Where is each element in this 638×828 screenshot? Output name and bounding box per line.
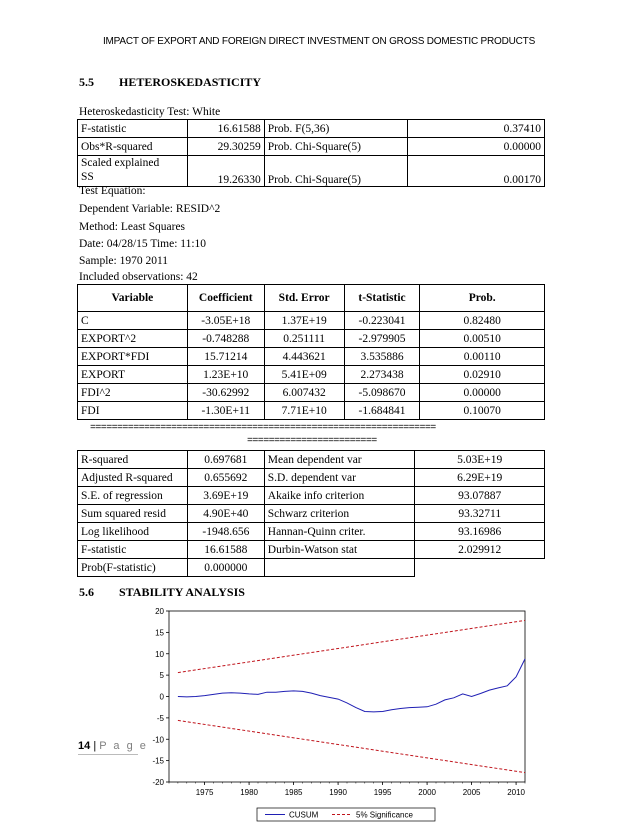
cell: Hannan-Quinn criter. — [264, 523, 415, 541]
cell: Schwarz criterion — [264, 505, 415, 523]
cell: C — [78, 312, 188, 330]
cusum-chart — [147, 605, 535, 823]
cell: -3.05E+18 — [187, 312, 264, 330]
cell: S.D. dependent var — [264, 469, 415, 487]
table-row — [78, 384, 545, 402]
cell: Sum squared resid — [78, 505, 188, 523]
cell: 29.30259 — [187, 138, 264, 156]
y-tick-label: -15 — [152, 756, 164, 766]
cell: 0.02910 — [420, 366, 545, 384]
cell: 0.655692 — [187, 469, 264, 487]
significance-bound-line — [178, 620, 525, 672]
cell: Prob(F-statistic) — [78, 559, 188, 577]
separator-line: ======================== — [247, 436, 377, 447]
cell: 5.03E+19 — [415, 451, 545, 469]
cell: -0.748288 — [187, 330, 264, 348]
x-tick-label: 2005 — [462, 788, 481, 797]
x-tick-label: 1975 — [195, 788, 214, 797]
cell: 3.535886 — [344, 348, 420, 366]
cell: EXPORT — [78, 366, 188, 384]
cell: 0.000000 — [187, 559, 264, 577]
cell: 4.90E+40 — [187, 505, 264, 523]
column-header: t-Statistic — [344, 285, 420, 312]
cell: 0.82480 — [420, 312, 545, 330]
x-tick-label: 1985 — [284, 788, 303, 797]
page-number: 14 — [78, 740, 91, 752]
cell: Log likelihood — [78, 523, 188, 541]
cell: -0.223041 — [344, 312, 420, 330]
cell: 0.00110 — [420, 348, 545, 366]
y-tick-label: 10 — [155, 649, 164, 659]
cell: 93.07887 — [415, 487, 545, 505]
x-tick-label: 2000 — [418, 788, 436, 797]
cell: Prob. Chi-Square(5) — [264, 156, 408, 187]
cell: S.E. of regression — [78, 487, 188, 505]
table-row — [78, 469, 545, 487]
cell: Akaike info criterion — [264, 487, 415, 505]
cusum-chart-svg — [147, 605, 535, 823]
y-tick-label: 0 — [159, 692, 164, 702]
section-title: STABILITY ANALYSIS — [119, 585, 245, 599]
cell: 3.69E+19 — [187, 487, 264, 505]
table-row — [78, 487, 545, 505]
cell-line: Scaled explained — [81, 157, 160, 169]
cell: R-squared — [78, 451, 188, 469]
table-header-row — [78, 285, 545, 312]
x-tick-label: 1980 — [240, 788, 258, 797]
y-tick-label: -20 — [152, 778, 164, 787]
test-equation-line: Sample: 1970 2011 — [79, 255, 169, 267]
x-tick-label: 2010 — [507, 788, 525, 797]
cell: -1.30E+11 — [187, 402, 264, 420]
cell: 0.00510 — [420, 330, 545, 348]
cell: 0.37410 — [408, 120, 545, 138]
cell: 4.443621 — [264, 348, 344, 366]
footer-rule — [78, 754, 138, 755]
cell: 15.71214 — [187, 348, 264, 366]
cell: 0.251111 — [264, 330, 344, 348]
cell: 5.41E+09 — [264, 366, 344, 384]
cell: 6.29E+19 — [415, 469, 545, 487]
test-equation-line: Included observations: 42 — [79, 271, 198, 283]
y-tick-label: 5 — [159, 671, 164, 681]
test-equation-line: Test Equation: — [79, 185, 146, 197]
cell: F-statistic — [78, 541, 188, 559]
cell: FDI^2 — [78, 384, 188, 402]
cell: Prob. Chi-Square(5) — [264, 138, 408, 156]
table-row — [78, 523, 545, 541]
test-equation-line: Method: Least Squares — [79, 221, 186, 233]
cell: 2.273438 — [344, 366, 420, 384]
y-tick-label: 15 — [155, 628, 164, 638]
het-test-table — [77, 119, 545, 187]
cell: 16.61588 — [187, 120, 264, 138]
section-title: HETEROSKEDASTICITY — [119, 75, 262, 89]
table-row — [78, 348, 545, 366]
cell: -1948.656 — [187, 523, 264, 541]
cell: 1.37E+19 — [264, 312, 344, 330]
cell — [415, 559, 545, 577]
significance-bound-line — [178, 720, 525, 772]
table-row — [78, 312, 545, 330]
y-tick-label: -10 — [152, 735, 164, 745]
cell: 93.16986 — [415, 523, 545, 541]
cell: 0.00000 — [420, 384, 545, 402]
cell: -1.684841 — [344, 402, 420, 420]
table-row — [78, 402, 545, 420]
test-equation-line: Date: 04/28/15 Time: 11:10 — [79, 238, 207, 250]
cell: FDI — [78, 402, 188, 420]
cell: Durbin-Watson stat — [264, 541, 415, 559]
section-number: 5.5 — [79, 75, 94, 89]
het-test-caption: Heteroskedasticity Test: White — [79, 106, 221, 118]
cell: Adjusted R-squared — [78, 469, 188, 487]
cell: -2.979905 — [344, 330, 420, 348]
cell: 16.61588 — [187, 541, 264, 559]
summary-stats-table — [77, 450, 545, 577]
column-header: Prob. — [420, 285, 545, 312]
cell: 6.007432 — [264, 384, 344, 402]
coefficient-table — [77, 284, 545, 420]
cell: 19.26330 — [187, 156, 264, 187]
column-header: Variable — [78, 285, 188, 312]
page-label: P a g e — [99, 740, 148, 752]
cell: F-statistic — [78, 120, 188, 138]
table-row — [78, 120, 545, 138]
page-header: IMPACT OF EXPORT AND FOREIGN DIRECT INVESTMENT ON GROSS DOMESTIC PRODUCTS — [102, 36, 536, 47]
cell: 0.697681 — [187, 451, 264, 469]
table-row — [78, 559, 545, 577]
cusum-line — [178, 659, 525, 712]
legend-label-cusum: CUSUM — [289, 810, 319, 820]
separator-line: ================================================================ — [90, 423, 436, 434]
table-row — [78, 541, 545, 559]
x-tick-label: 1995 — [373, 788, 392, 797]
cell: 0.10070 — [420, 402, 545, 420]
cell: Mean dependent var — [264, 451, 415, 469]
cell-line: SS — [81, 171, 94, 183]
table-row — [78, 505, 545, 523]
table-row — [78, 138, 545, 156]
y-tick-label: 20 — [155, 607, 164, 616]
table-row — [78, 330, 545, 348]
cell: EXPORT^2 — [78, 330, 188, 348]
cell: 2.029912 — [415, 541, 545, 559]
test-equation-line: Dependent Variable: RESID^2 — [79, 203, 221, 215]
cell: -5.098670 — [344, 384, 420, 402]
page-footer — [78, 740, 148, 752]
column-header: Coefficient — [187, 285, 264, 312]
cell: 1.23E+10 — [187, 366, 264, 384]
table-row — [78, 156, 545, 187]
cell: EXPORT*FDI — [78, 348, 188, 366]
section-number: 5.6 — [79, 585, 94, 599]
cell — [264, 559, 415, 577]
footer-separator: | — [93, 740, 97, 752]
table-row — [78, 366, 545, 384]
cell: 93.32711 — [415, 505, 545, 523]
cell: 0.00170 — [408, 156, 545, 187]
x-tick-label: 1990 — [329, 788, 347, 797]
cell: 7.71E+10 — [264, 402, 344, 420]
column-header: Std. Error — [264, 285, 344, 312]
cell: Obs*R-squared — [78, 138, 188, 156]
table-row — [78, 451, 545, 469]
cell: -30.62992 — [187, 384, 264, 402]
cell — [78, 156, 188, 187]
cell: 0.00000 — [408, 138, 545, 156]
legend-label-significance: 5% Significance — [356, 810, 413, 820]
cell: Prob. F(5,36) — [264, 120, 408, 138]
y-tick-label: -5 — [156, 713, 164, 723]
